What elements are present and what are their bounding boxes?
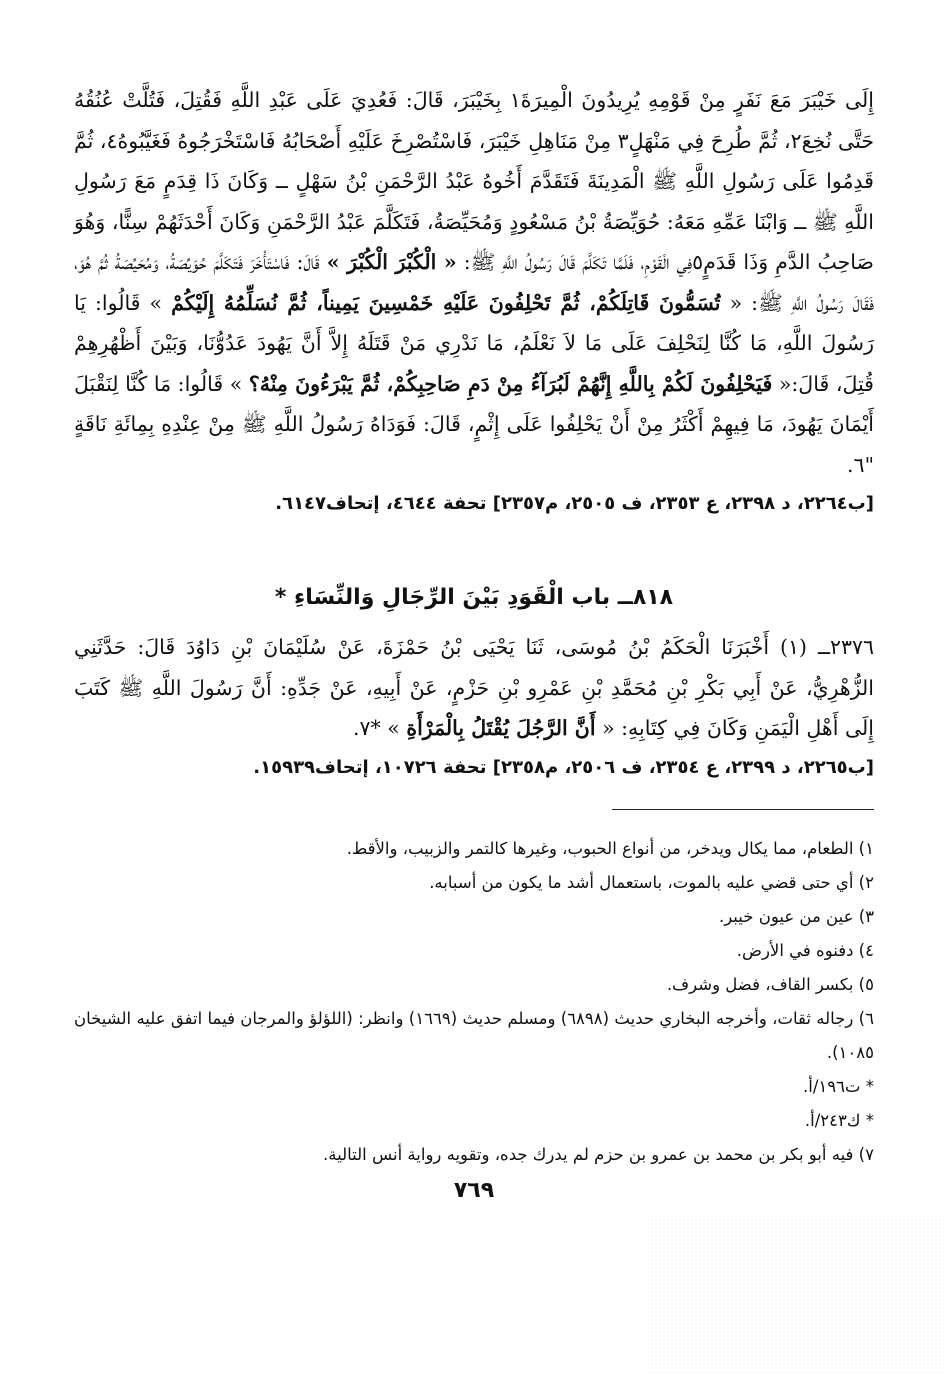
footnote: ٦) رجاله ثقات، وأخرجه البخاري حديث (٦٨٩٨) ومسلم حديث (١٦٦٩) وانظر: (اللؤلؤ والمرجان فيما اتفق عليه الشيخان ١٠٨٥). [74, 1008, 874, 1062]
footnote: ١) الطعام، مما يكال ويدخر، من أنواع الحبوب، وغيرها كالتمر والزبيب، والأقط. [346, 838, 874, 858]
hadith-text-continued: إِلَى خَيْبَرَ مَعَ نَفَرٍ مِنْ قَوْمِهِ يُرِيدُونَ الْمِيرَةَ١ بِخَيْبَرَ، قَالَ: فَعُدِيَ عَلَى عَبْدِ اللَّهِ فَقُتِلَ، فَتُلَّتْ عُنُقُهُ حَتَّى نُخِعَ٢، ثُمَّ طُرِحَ فِي مَنْهَلٍ٣ مِنْ مَنَاهِلِ خَيْبَرَ، فَاسْتُصْرِخَ عَلَيْهِ أَصْحَابُهُ فَاسْتَخْرَجُوهُ فَغَيَّبُوهُ٤، ثُمَّ قَدِمُوا عَلَى رَسُولِ اللَّهِ ﷺ الْمَدِينَةَ فَتَقَدَّمَ أَخُوهُ عَبْدُ الرَّحْمَنِ بْنُ سَهْلٍ ــ وَكَانَ ذَا قِدَمٍ مَعَ رَسُولِ اللَّهِ ﷺ ــ وَابْنَا عَمِّهِ مَعَهُ: حُوَيِّصَةُ بْنُ مَسْعُودٍ وَمُحَيِّصَةُ، فَتَكَلَّمَ عَبْدُ الرَّحْمَنِ وَكَانَ أَحْدَثَهُمْ سِنًّا، وَهُوَ صَاحِبُ الدَّمِ وَذَا قَدَمٍ٥فِي الْقَوْمِ، فَلَمَّا تَكَلَّمَ قَالَ رَسُولُ اللَّهِ ﷺ: « الْكُبْرَ الْكُبْرَ » قَالَ: فَاسْتَأْخَرَ فَتَكَلَّمَ حُوَيِّصَةُ، وَمُحَيِّصَةُ ثُمَّ هُوَ، فَقَالَ رَسُولُ اللَّهِ ﷺ: « تُسَمُّونَ قَاتِلَكُمْ، ثُمَّ تَحْلِفُونَ عَلَيْهِ خَمْسِينَ يَمِيناً، ثُمَّ نُسَلِّمُهُ إِلَيْكُمْ » قَالُوا: يَا رَسُولَ اللَّهِ، مَا كُنَّا لِنَحْلِفَ عَلَى مَا لاَ نَعْلَمُ، مَا نَدْرِي مَنْ قَتَلَهُ إِلاَّ أَنَّ يَهُودَ عَدُوُّنَا، وَبَيْنَ أَظْهُرِهِمْ قُتِلَ، قَالَ:« فَيَحْلِفُونَ لَكُمْ بِاللَّهِ إِنَّهُمْ لَبُرَآءُ مِنْ دَمِ صَاحِبِكُمْ، ثُمَّ يَبْرَءُونَ مِنْهُ؟ » قَالُوا: مَا كُنَّا لِنَقْبَلَ أَيْمَانَ يَهُودَ، مَا فِيهِمْ أَكْثَرُ مِنْ أَنْ يَحْلِفُوا عَلَى إِثْمٍ، قَالَ: فَوَدَاهُ رَسُولُ اللَّهِ ﷺ مِنْ عِنْدِهِ بِمِائَةِ نَاقَةٍ "٦. [74, 88, 874, 477]
book-page [74, 80, 874, 1203]
hadith-text: ٢٣٧٦ــ (١) أَخْبَرَنَا الْحَكَمُ بْنُ مُوسَى، ثَنَا يَحْيَى بْنُ حَمْزَةَ، عَنْ سُلَيْمَانَ بْنِ دَاوُدَ قَالَ: حَدَّثَنِي الزُّهْرِيُّ، عَنْ أَبِي بَكْرِ بْنِ مُحَمَّدِ بْنِ عَمْرِو بْنِ حَزْمٍ، عَنْ أَبِيهِ، عَنْ جَدِّهِ: أَنَّ رَسُولَ اللَّهِ ﷺ كَتَبَ إِلَى أَهْلِ الْيَمَنِ وَكَانَ فِي كِتَابِهِ: « أَنَّ الرَّجُلَ يُقْتَلُ بِالْمَرْأَةِ » *٧. [74, 635, 875, 740]
prophet-quote: فَيَحْلِفُونَ لَكُمْ بِاللَّهِ إِنَّهُمْ لَبُرَآءُ مِنْ دَمِ صَاحِبِكُمْ، ثُمَّ يَبْرَءُونَ مِنْهُ؟ [248, 371, 773, 396]
reference-line: [ب٢٢٦٤، د ٢٣٩٨، ع ٢٣٥٣، ف ٢٥٠٥، م٢٣٥٧] تحفة ٤٦٤٤، إتحاف٦١٤٧. [275, 493, 874, 514]
reference-line: [ب٢٢٦٥، د ٢٣٩٩، ع ٢٣٥٤، ف ٢٥٠٦، م٢٣٥٨] تحفة ١٠٧٢٦، إتحاف١٥٩٣٩. [253, 756, 874, 778]
footnote: * ك٢٤٣/أ. [804, 1110, 874, 1130]
footnote: ٧) فيه أبو بكر بن محمد بن عمرو بن حزم لم يدرك جده، وتقويه رواية أنس التالية. [323, 1144, 874, 1164]
footnote: ٢) أي حتى قضي عليه بالموت، باستعمال أشد ما يكون من أسبابه. [429, 872, 874, 892]
footnote: ٤) دفنوه في الأرض. [736, 940, 874, 960]
scan-noise [646, 1214, 946, 1374]
footnote: ٣) عين من عيون خيبر. [718, 906, 874, 926]
page-number: ٧٦٩ [453, 1177, 495, 1203]
footnote-divider [612, 809, 874, 810]
prophet-quote: أَنَّ الرَّجُلَ يُقْتَلُ بِالْمَرْأَةِ [406, 716, 596, 740]
prophet-quote: تُسَمُّونَ قَاتِلَكُمْ، ثُمَّ تَحْلِفُونَ عَلَيْهِ خَمْسِينَ يَمِيناً، ثُمَّ نُسَلِّمُهُ إِلَيْكُمْ [171, 290, 721, 315]
chapter-title: ٨١٨ــ باب الْقَوَدِ بَيْنَ الرِّجَالِ وَالنِّسَاءِ * [274, 585, 674, 610]
footnote: * ت١٩٦/أ. [802, 1076, 874, 1096]
prophet-quote: « الْكُبْرَ الْكُبْرَ » [326, 250, 457, 274]
footnote: ٥) بكسر القاف، فضل وشرف. [666, 974, 874, 994]
footnotes [74, 832, 874, 1172]
